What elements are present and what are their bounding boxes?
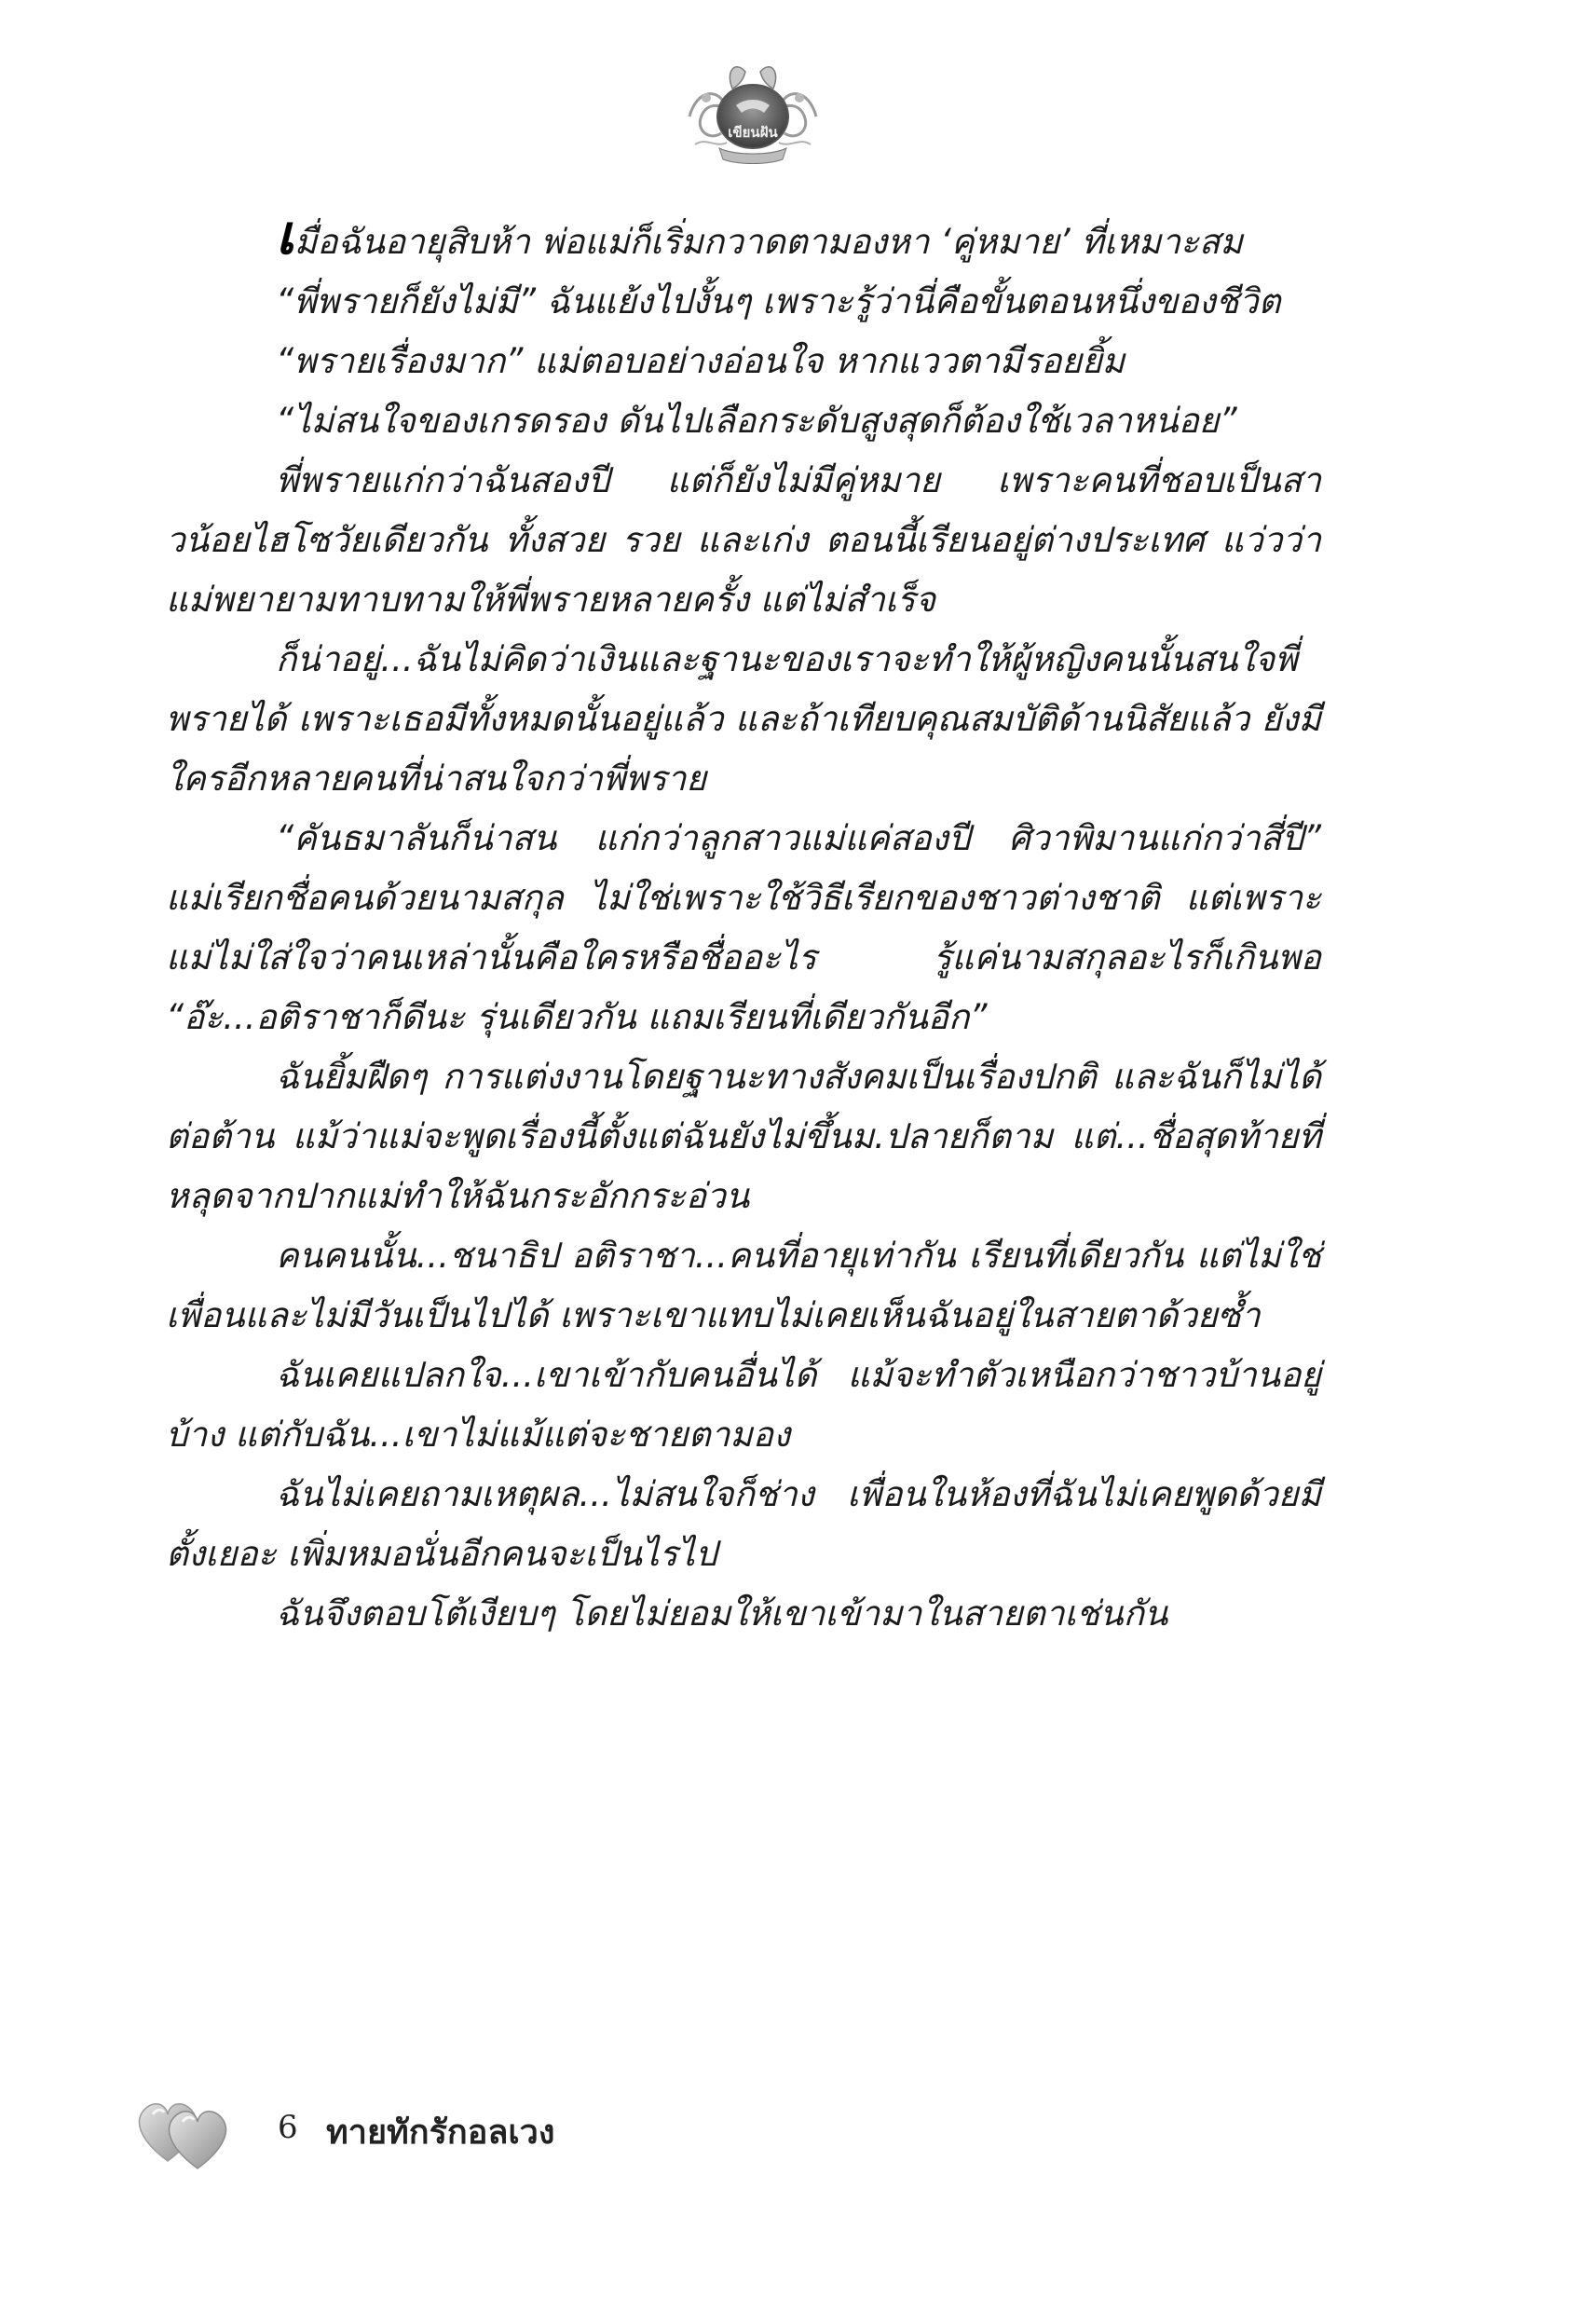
paragraph: “พรายเรื่องมาก” แม่ตอบอย่างอ่อนใจ หากแววตามีรอยยิ้ม <box>276 341 1125 381</box>
paragraph: “พี่พรายก็ยังไม่มี” ฉันแย้งไปงั้นๆ เพราะรู้ว่านี่คือขั้นตอนหนึ่งของชีวิต <box>276 281 1281 321</box>
book-title: ทายทักรักอลเวง <box>326 2113 555 2152</box>
hearts-icon <box>130 2083 242 2176</box>
paragraph: ฉันยิ้มฝืดๆ การแต่งงานโดยฐานะทางสังคมเป็นเรื่องปกติ และฉันก็ไม่ได้ต่อต้าน แม้ว่าแม่จะพูดเรื่องนี้ตั้งแต่ฉันยังไม่ขึ้นม.ปลายก็ตาม แต่...ชื่อสุดท้ายที่หลุดจากปากแม่ทำให้ฉันกระอักกระอ่วน <box>166 1057 1321 1216</box>
paragraph: “ไม่สนใจของเกรดรอง ดันไปเลือกระดับสูงสุดก็ต้องใช้เวลาหน่อย” <box>276 401 1237 441</box>
paragraph: ก็น่าอยู่...ฉันไม่คิดว่าเงินและฐานะของเราจะทำให้ผู้หญิงคนนั้นสนใจพี่พรายได้ เพราะเธอมีทั้งหมดนั้นอยู่แล้ว และถ้าเทียบคุณสมบัติด้านนิสัยแล้ว ยังมีใครอีกหลายคนที่น่าสนใจกว่าพี่พราย <box>166 639 1321 799</box>
paragraph: ฉันจึงตอบโต้เงียบๆ โดยไม่ยอมให้เขาเข้ามาในสายตาเช่นกัน <box>276 1593 1168 1634</box>
page-footer <box>130 2083 783 2176</box>
paragraph: “คันธมาลันก็น่าสน แก่กว่าลูกสาวแม่แค่สองปี ศิวาพิมานแก่กว่าสี่ปี” แม่เรียกชื่อคนด้วยนามสกุล ไม่ใช่เพราะใช้วิธีเรียกของชาวต่างชาติ แต่เพราะแม่ไม่ใส่ใจว่าคนเหล่านั้นคือใครหรือชื่ออะไร รู้แค่นามสกุลอะไรก็เกินพอ “อ๊ะ...อติราชาก็ดีนะ รุ่นเดียวกัน แถมเรียนที่เดียวกันอีก” <box>166 818 1321 1037</box>
page-number: 6 <box>278 2109 298 2146</box>
paragraph-text: มื่อฉันอายุสิบห้า พ่อแม่ก็เริ่มกวาดตามองหา ‘คู่หมาย’ ที่เหมาะสม <box>293 222 1243 262</box>
paragraph: ฉันเคยแปลกใจ...เขาเข้ากับคนอื่นได้ แม้จะทำตัวเหนือกว่าชาวบ้านอยู่บ้าง แต่กับฉัน...เขาไม่แม้แต่จะชายตามอง <box>166 1355 1321 1455</box>
paragraph: พี่พรายแก่กว่าฉันสองปี แต่ก็ยังไม่มีคู่หมาย เพราะคนที่ชอบเป็นสาวน้อยไฮโซวัยเดียวกัน ทั้งสวย รวย และเก่ง ตอนนี้เรียนอยู่ต่างประเทศ แว่วว่าแม่พยายามทาบทามให้พี่พรายหลายครั้ง แต่ไม่สำเร็จ <box>166 460 1321 620</box>
paragraph: ฉันไม่เคยถามเหตุผล...ไม่สนใจก็ช่าง เพื่อนในห้องที่ฉันไม่เคยพูดด้วยมีตั้งเยอะ เพิ่มหมอนั่นอีกคนจะเป็นไรไป <box>166 1474 1321 1574</box>
paragraph <box>166 203 1321 272</box>
emblem-text: เขียนฝัน <box>728 124 778 141</box>
drop-cap: เ <box>276 203 294 267</box>
publisher-emblem-icon <box>678 51 827 172</box>
chapter-body <box>166 203 1321 1644</box>
paragraph: คนคนนั้น...ชนาธิป อติราชา...คนที่อายุเท่ากัน เรียนที่เดียวกัน แต่ไม่ใช่เพื่อนและไม่มีวันเป็นไปได้ เพราะเขาแทบไม่เคยเห็นฉันอยู่ในสายตาด้วยซ้ำ <box>166 1236 1321 1335</box>
